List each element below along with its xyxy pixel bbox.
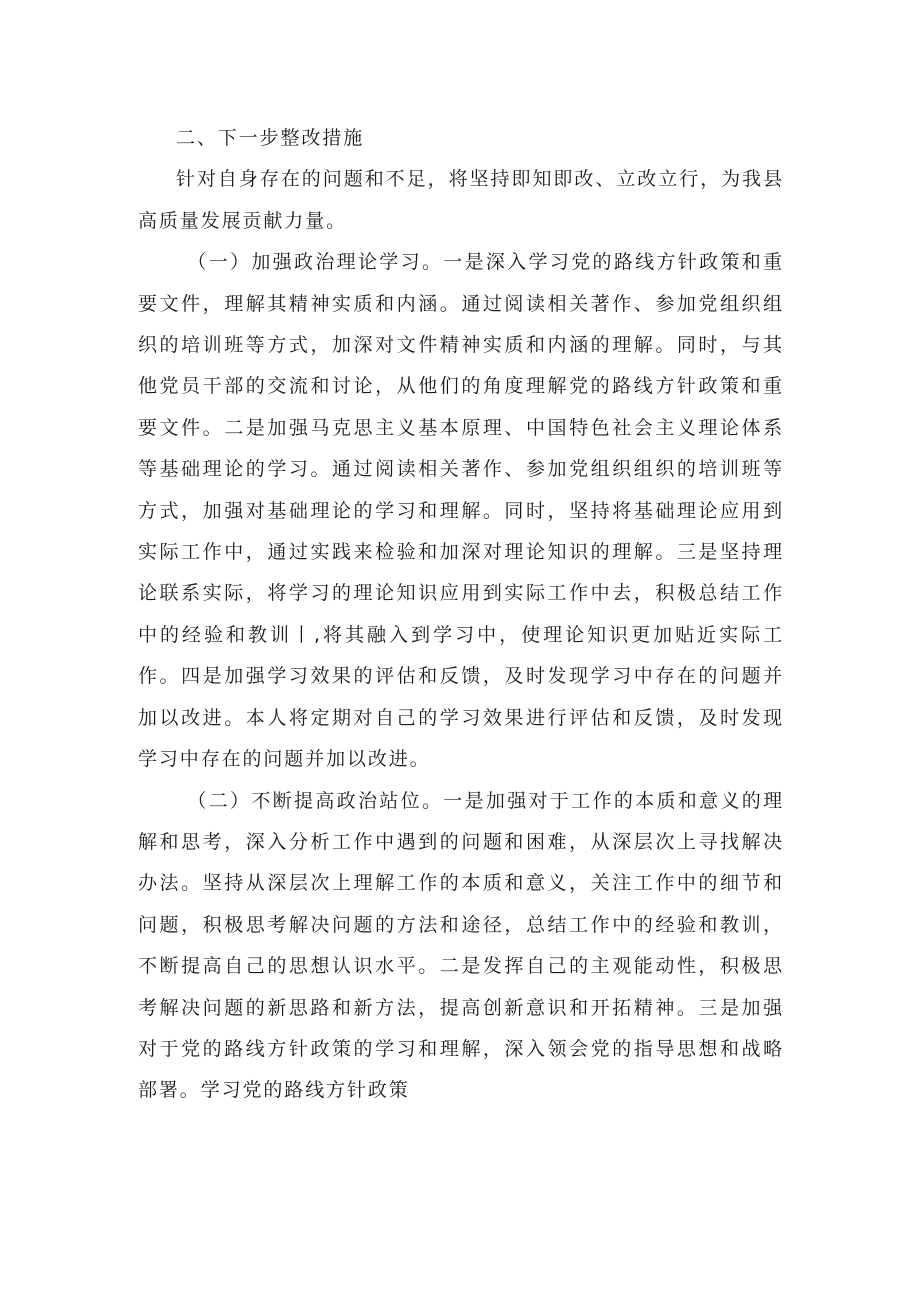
paragraph-political-stance: （二）不断提高政治站位。一是加强对于工作的本质和意义的理解和思考，深入分析工作中遇到的问题和困难，从深层次上寻找解决办法。坚持从深层次上理解工作的本质和意义，关注工作中的细节和问题，积极思考解决问题的方法和途径，总结工作中的经验和教训，不断提高自己的思想认识水平。二是发挥自己的主观能动性，积极思考解决问题的新思路和新方法，提高创新意识和开拓精神。三是加强对于党的路线方针政策的学习和理解，深入领会党的指导思想和战略部署。学习党的路线方针政策 xyxy=(138,789,784,1102)
paragraph-theory-study: （一）加强政治理论学习。一是深入学习党的路线方针政策和重要文件，理解其精神实质和内涵。通过阅读相关著作、参加党组织组织的培训班等方式，加深对文件精神实质和内涵的理解。同时，与其他党员干部的交流和讨论，从他们的角度理解党的路线方针政策和重要文件。二是加强马克思主义基本原理、中国特色社会主义理论体系等基础理论的学习。通过阅读相关著作、参加党组织组织的培训班等方式，加强对基础理论的学习和理解。同时，坚持将基础理论应用到实际工作中，通过实践来检验和加深对理论知识的理解。三是坚持理论联系实际，将学习的理论知识应用到实际工作中去，积极总结工作中的经验和教训丨,将其融入到学习中，使理论知识更加贴近实际工作。四是加强学习效果的评估和反馈，及时发现学习中存在的问题并加以改进。本人将定期对自己的学习效果进行评估和反馈，及时发现学习中存在的问题并加以改进。 xyxy=(138,251,784,771)
document-body xyxy=(138,118,784,1112)
section-heading: 二、下一步整改措施 xyxy=(176,127,365,149)
intro-paragraph: 针对自身存在的问题和不足，将坚持即知即改、立改立行，为我县高质量发展贡献力量。 xyxy=(138,168,784,232)
